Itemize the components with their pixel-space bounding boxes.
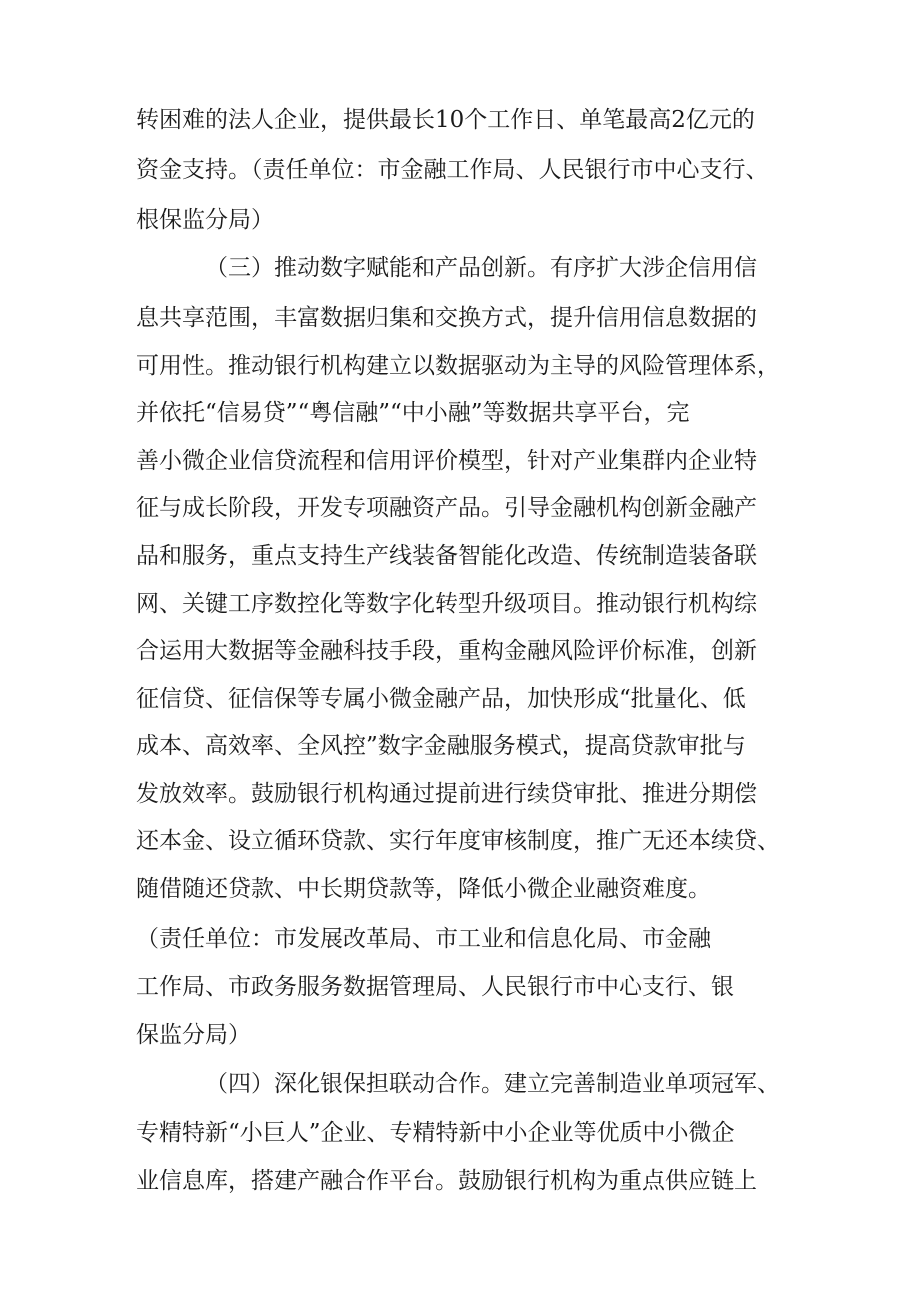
text-line: 善小微企业信贷流程和信用评价模型，针对产业集群内企业特 [136,448,757,474]
text-line: 业信息库，搭建产融合作平台。鼓励银行机构为重点供应链上 [136,1168,757,1194]
text-line: 息共享范围，丰富数据归集和交换方式，提升信用信息数据的 [136,305,757,331]
text-line: 发放效率。鼓励银行机构通过提前进行续贷审批、推进分期偿 [136,781,757,807]
text-line: 征信贷、征信保等专属小微金融产品，加快形成“批量化、低 [136,686,746,712]
text-line: 还本金、设立循环贷款、实行年度审核制度，推广无还本续贷、 [136,828,780,854]
text-line: 资金支持。（责任单位：市金融工作局、人民银行市中心支行、 [136,157,769,183]
text-line: 专精特新“小巨人”企业、专精特新中小企业等优质中小微企 [136,1120,735,1146]
text-line: 工作局、市政务服务数据管理局、人民银行市中心支行、银 [136,974,734,1000]
text-line: 品和服务，重点支持生产线装备智能化改造、传统制造装备联 [136,543,757,569]
text-line: 根保监分局） [136,207,274,233]
text-line: 合运用大数据等金融科技手段，重构金融风险评价标准，创新 [136,638,757,664]
text-line: 随借随还贷款、中长期贷款等，降低小微企业融资难度。 [136,876,711,902]
text-line: 保监分局） [136,1022,251,1048]
text-line: 网、关键工序数控化等数字化转型升级项目。推动银行机构综 [136,591,757,617]
text-line: 征与成长阶段，开发专项融资产品。引导金融机构创新金融产 [136,495,757,521]
text-line: 并依托“信易贷”“粤信融”“中小融”等数据共享平台，完 [136,400,690,426]
paragraph-heading-line: （四）深化银保担联动合作。建立完善制造业单项冠军、 [205,1071,780,1097]
text-line: （责任单位：市发展改革局、市工业和信息化局、市金融 [136,926,711,952]
text-line: 转困难的法人企业，提供最长10个工作日、单笔最高2亿元的 [136,107,755,133]
paragraph-heading-line: （三）推动数字赋能和产品创新。有序扩大涉企信用信 [205,255,757,281]
text-line: 成本、高效率、全风控”数字金融服务模式，提高贷款审批与 [136,733,746,759]
text-line: 可用性。推动银行机构建立以数据驱动为主导的风险管理体系， [136,353,780,379]
